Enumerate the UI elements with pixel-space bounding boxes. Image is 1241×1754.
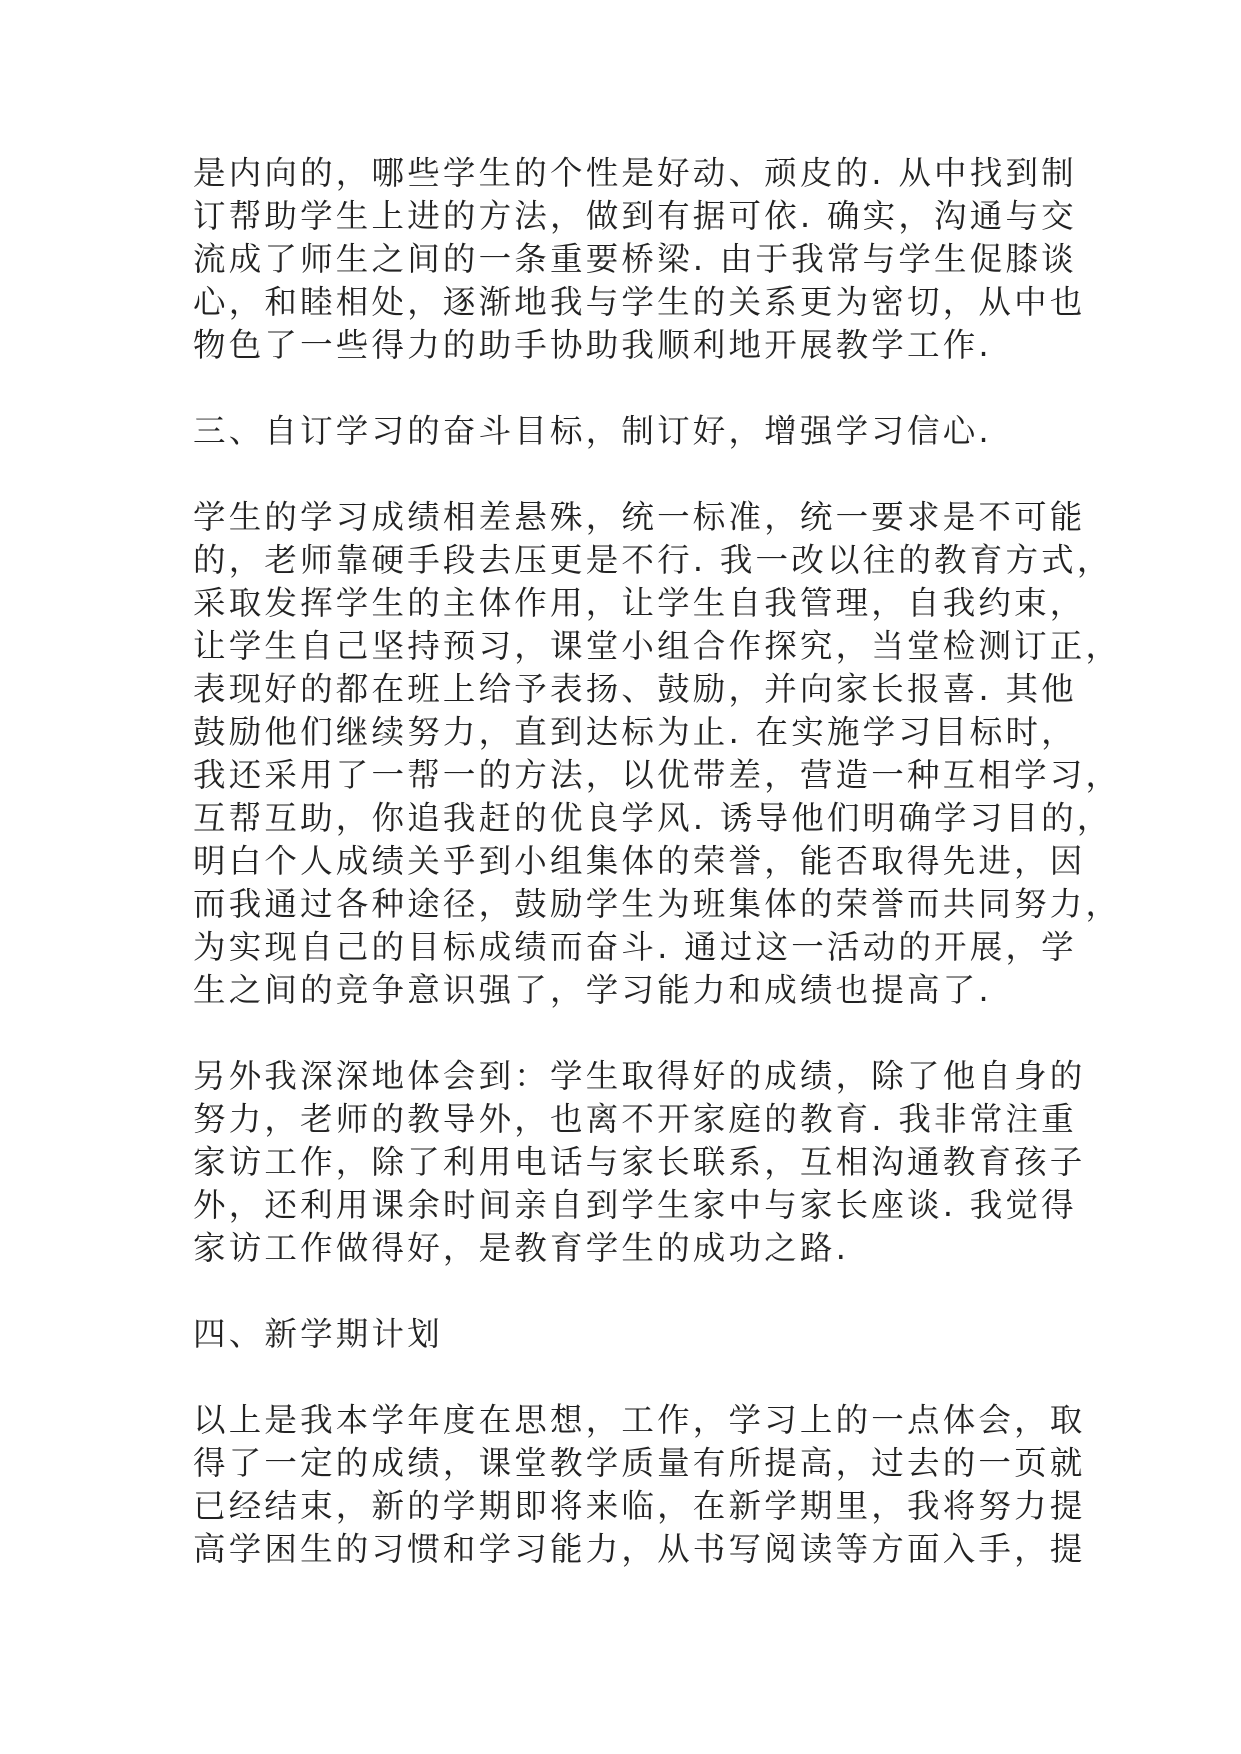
text-line: 学生的学习成绩相差悬殊，统一标准，统一要求是不可能: [193, 498, 1086, 536]
text-line: 家访工作，除了利用电话与家长联系，互相沟通教育孩子: [193, 1143, 1086, 1181]
text-line: 以上是我本学年度在思想，工作，学习上的一点体会，取: [193, 1401, 1086, 1439]
text-line: 的，老师靠硬手段去压更是不行. 我一改以往的教育方式，: [193, 541, 1113, 579]
text-line: 订帮助学生上进的方法，做到有据可依. 确实，沟通与交: [193, 197, 1077, 235]
text-line: 家访工作做得好，是教育学生的成功之路.: [193, 1229, 850, 1267]
section-heading-four: [193, 1313, 1053, 1356]
text-line: 而我通过各种途径，鼓励学生为班集体的荣誉而共同努力，: [193, 885, 1122, 923]
text-line: 明白个人成绩关乎到小组集体的荣誉，能否取得先进，因: [193, 842, 1086, 880]
text-line: 努力，老师的教导外，也离不开家庭的教育. 我非常注重: [193, 1100, 1077, 1138]
paragraph-learning-goals: [193, 496, 1122, 1012]
text-line: 心，和睦相处，逐渐地我与学生的关系更为密切，从中也: [193, 283, 1086, 321]
text-line: 是内向的，哪些学生的个性是好动、顽皮的. 从中找到制: [193, 154, 1077, 192]
text-line: 高学困生的习惯和学习能力，从书写阅读等方面入手，提: [193, 1530, 1086, 1568]
document-body: [193, 152, 1122, 1571]
text-line: 外，还利用课余时间亲自到学生家中与家长座谈. 我觉得: [193, 1186, 1077, 1224]
text-line: 我还采用了一帮一的方法，以优带差，营造一种互相学习，: [193, 756, 1122, 794]
text-line: 采取发挥学生的主体作用，让学生自我管理，自我约束，: [193, 584, 1086, 622]
text-line: 为实现自己的目标成绩而奋斗. 通过这一活动的开展，学: [193, 928, 1077, 966]
text-line: 已经结束，新的学期即将来临，在新学期里，我将努力提: [193, 1487, 1086, 1525]
paragraph-home-visits: [193, 1055, 1086, 1270]
text-line: 互帮互助，你追我赶的优良学风. 诱导他们明确学习目的，: [193, 799, 1113, 837]
text-line: 流成了师生之间的一条重要桥梁. 由于我常与学生促膝谈: [193, 240, 1077, 278]
heading-line: 四、新学期计划: [193, 1315, 443, 1353]
text-line: 生之间的竞争意识强了，学习能力和成绩也提高了.: [193, 971, 992, 1009]
text-line: 鼓励他们继续努力，直到达标为止. 在实施学习目标时，: [193, 713, 1077, 751]
text-line: 表现好的都在班上给予表扬、鼓励，并向家长报喜. 其他: [193, 670, 1077, 708]
text-line: 物色了一些得力的助手协助我顺利地开展教学工作.: [193, 326, 992, 364]
section-heading-three: [193, 410, 1053, 453]
paragraph-new-term-plan: [193, 1399, 1086, 1571]
heading-line: 三、自订学习的奋斗目标，制订好，增强学习信心.: [193, 412, 992, 450]
text-line: 另外我深深地体会到：学生取得好的成绩，除了他自身的: [193, 1057, 1086, 1095]
text-line: 让学生自己坚持预习，课堂小组合作探究，当堂检测订正，: [193, 627, 1122, 665]
paragraph-student-personality: [193, 152, 1086, 367]
text-line: 得了一定的成绩，课堂教学质量有所提高，过去的一页就: [193, 1444, 1086, 1482]
